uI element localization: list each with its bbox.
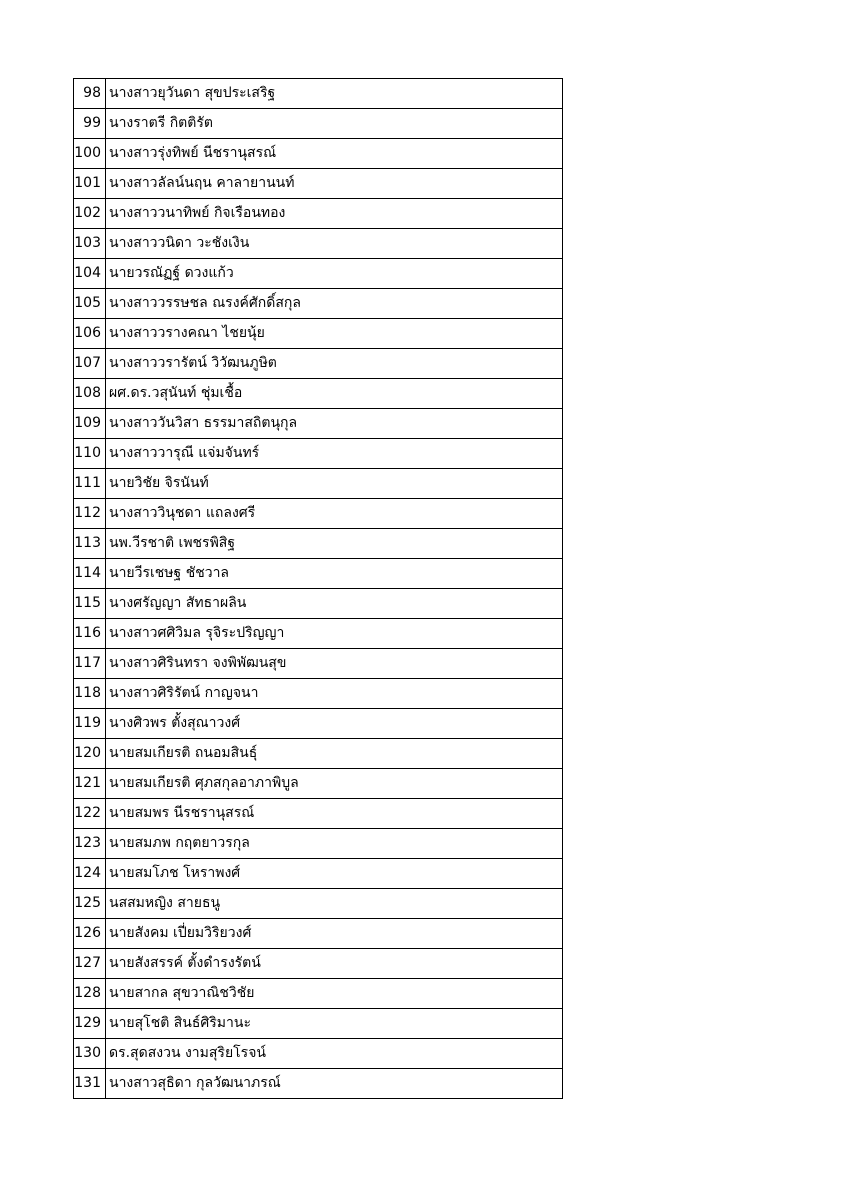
table-row <box>74 499 563 529</box>
person-name: นายสมเกียรติ ถนอมสินธุ์ <box>106 739 563 769</box>
table-row <box>74 529 563 559</box>
person-name: นางสาวรุ่งทิพย์ นีชรานุสรณ์ <box>106 139 563 169</box>
table-row <box>74 559 563 589</box>
person-name: นางสาววินุชดา แถลงศรี <box>106 499 563 529</box>
person-name: นางสาววนาทิพย์ กิจเรือนทอง <box>106 199 563 229</box>
row-number: 109 <box>74 409 106 439</box>
name-list-body <box>74 79 563 1099</box>
row-number: 99 <box>74 109 106 139</box>
row-number: 129 <box>74 1009 106 1039</box>
table-row <box>74 919 563 949</box>
table-row <box>74 1069 563 1099</box>
row-number: 98 <box>74 79 106 109</box>
person-name: นายสมพร นีรชรานุสรณ์ <box>106 799 563 829</box>
table-row <box>74 79 563 109</box>
row-number: 120 <box>74 739 106 769</box>
row-number: 104 <box>74 259 106 289</box>
person-name: นางสาววรารัตน์ วิวัฒนภูษิต <box>106 349 563 379</box>
row-number: 121 <box>74 769 106 799</box>
table-row <box>74 859 563 889</box>
row-number: 100 <box>74 139 106 169</box>
person-name: นางสาววันวิสา ธรรมาสถิตนุกุล <box>106 409 563 439</box>
table-row <box>74 319 563 349</box>
row-number: 123 <box>74 829 106 859</box>
table-row <box>74 439 563 469</box>
person-name: นสสมหญิง สายธนู <box>106 889 563 919</box>
table-row <box>74 409 563 439</box>
row-number: 106 <box>74 319 106 349</box>
table-row <box>74 469 563 499</box>
row-number: 117 <box>74 649 106 679</box>
person-name: นายสมภพ กฤตยาวรกุล <box>106 829 563 859</box>
row-number: 111 <box>74 469 106 499</box>
row-number: 118 <box>74 679 106 709</box>
row-number: 102 <box>74 199 106 229</box>
person-name: นางสาวศิรินทรา จงพิพัฒนสุข <box>106 649 563 679</box>
table-row <box>74 949 563 979</box>
table-row <box>74 139 563 169</box>
person-name: นางสาวศศิวิมล รุจิระปริญญา <box>106 619 563 649</box>
row-number: 124 <box>74 859 106 889</box>
person-name: นางราตรี กิตติรัต <box>106 109 563 139</box>
person-name: นางสาวสุธิดา กุลวัฒนาภรณ์ <box>106 1069 563 1099</box>
row-number: 119 <box>74 709 106 739</box>
person-name: นางสาววรางคณา ไชยนุ้ย <box>106 319 563 349</box>
person-name: นพ.วีรชาติ เพชรพิสิฐ <box>106 529 563 559</box>
person-name: นายวีรเชษฐ ชัชวาล <box>106 559 563 589</box>
person-name: ผศ.ดร.วสุนันท์ ชุ่มเชื้อ <box>106 379 563 409</box>
table-row <box>74 1039 563 1069</box>
person-name: นางสาวยุวันดา สุขประเสริฐ <box>106 79 563 109</box>
person-name: นายสากล สุขวาณิชวิชัย <box>106 979 563 1009</box>
name-list-table <box>73 78 563 1099</box>
row-number: 114 <box>74 559 106 589</box>
person-name: นายสังคม เปี่ยมวิริยวงศ์ <box>106 919 563 949</box>
table-row <box>74 169 563 199</box>
table-row <box>74 289 563 319</box>
row-number: 131 <box>74 1069 106 1099</box>
row-number: 115 <box>74 589 106 619</box>
row-number: 105 <box>74 289 106 319</box>
person-name: นายวรณัฏฐ์ ดวงแก้ว <box>106 259 563 289</box>
row-number: 127 <box>74 949 106 979</box>
person-name: นางสาววารุณี แจ่มจันทร์ <box>106 439 563 469</box>
table-row <box>74 709 563 739</box>
row-number: 112 <box>74 499 106 529</box>
table-row <box>74 349 563 379</box>
person-name: นายสมเกียรติ ศุภสกุลอาภาพิบูล <box>106 769 563 799</box>
table-row <box>74 199 563 229</box>
row-number: 122 <box>74 799 106 829</box>
table-row <box>74 379 563 409</box>
table-row <box>74 589 563 619</box>
table-row <box>74 109 563 139</box>
table-row <box>74 799 563 829</box>
person-name: นางศรัญญา สัทธาผลิน <box>106 589 563 619</box>
table-row <box>74 739 563 769</box>
person-name: นางสาวลัลน์นฤน คาลายานนท์ <box>106 169 563 199</box>
table-row <box>74 679 563 709</box>
table-row <box>74 889 563 919</box>
table-row <box>74 649 563 679</box>
table-row <box>74 619 563 649</box>
table-row <box>74 769 563 799</box>
row-number: 110 <box>74 439 106 469</box>
row-number: 108 <box>74 379 106 409</box>
table-row <box>74 259 563 289</box>
row-number: 128 <box>74 979 106 1009</box>
person-name: นายสมโภช โหราพงศ์ <box>106 859 563 889</box>
person-name: นางสาววนิดา วะชังเงิน <box>106 229 563 259</box>
person-name: นายสุโชติ สินธ์ศิริมานะ <box>106 1009 563 1039</box>
row-number: 103 <box>74 229 106 259</box>
table-row <box>74 1009 563 1039</box>
person-name: นายวิชัย จิรนันท์ <box>106 469 563 499</box>
table-row <box>74 979 563 1009</box>
row-number: 130 <box>74 1039 106 1069</box>
table-row <box>74 229 563 259</box>
person-name: นางสาวศิริรัตน์ กาญจนา <box>106 679 563 709</box>
person-name: ดร.สุดสงวน งามสุริยโรจน์ <box>106 1039 563 1069</box>
person-name: นายสังสรรค์ ตั้งดำรงรัตน์ <box>106 949 563 979</box>
person-name: นางสาววรรษชล ณรงค์ศักดิ์สกุล <box>106 289 563 319</box>
row-number: 101 <box>74 169 106 199</box>
person-name: นางศิวพร ตั้งสุณาวงศ์ <box>106 709 563 739</box>
row-number: 107 <box>74 349 106 379</box>
row-number: 116 <box>74 619 106 649</box>
row-number: 126 <box>74 919 106 949</box>
table-row <box>74 829 563 859</box>
row-number: 113 <box>74 529 106 559</box>
row-number: 125 <box>74 889 106 919</box>
